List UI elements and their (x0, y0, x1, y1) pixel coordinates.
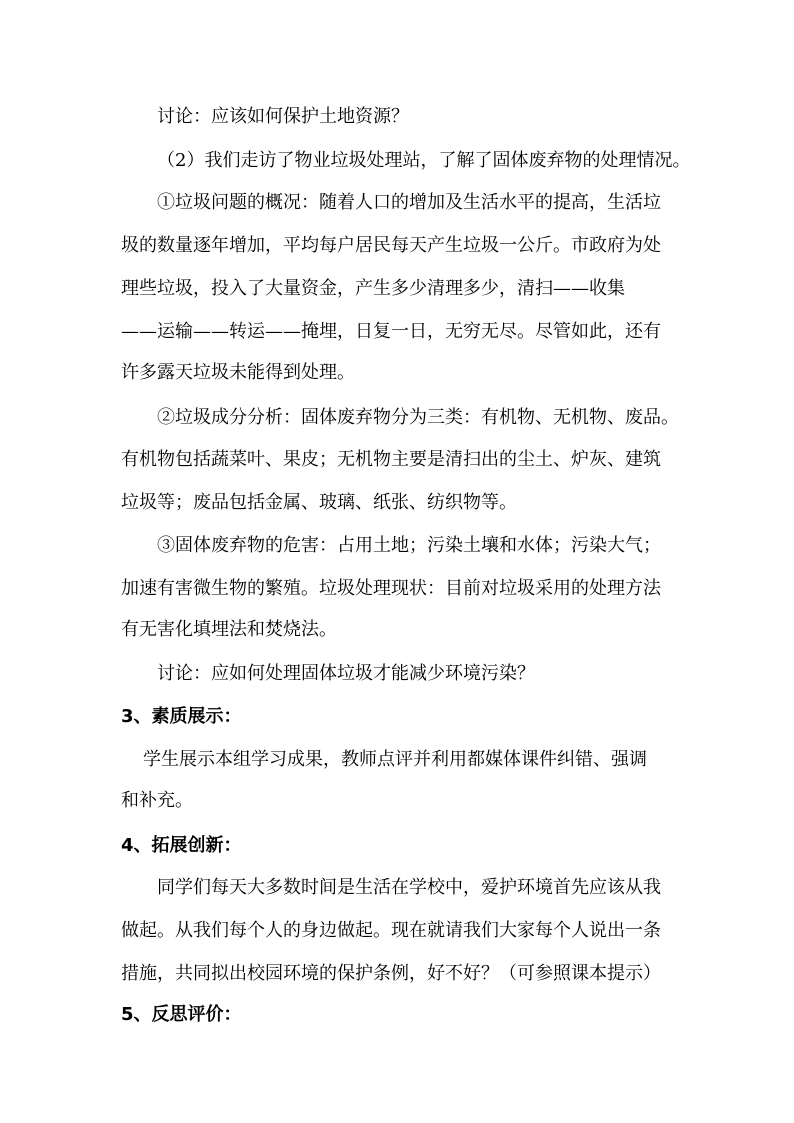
section-heading-reflection: 5、反思评价： (121, 1004, 242, 1025)
paragraph-visit-intro: （2）我们走访了物业垃圾处理站，了解了固体废弃物的处理情况。 (157, 150, 691, 171)
paragraph-garbage-overview-line-2: 圾的数量逐年增加，平均每户居民每天产生垃圾一公斤。市政府为处 (121, 235, 661, 256)
paragraph-garbage-composition-line-1: ②垃圾成分分析：固体废弃物分为三类：有机物、无机物、废品。 (157, 407, 679, 428)
section-heading-expansion: 4、拓展创新： (121, 835, 242, 856)
discussion-question-solid-waste: 讨论：应如何处理固体垃圾才能减少环境污染？ (157, 663, 535, 684)
paragraph-solid-waste-harm-line-3: 有无害化填埋法和焚烧法。 (121, 619, 337, 640)
paragraph-student-show-line-2: 和补充。 (121, 790, 193, 811)
paragraph-solid-waste-harm-line-1: ③固体废弃物的危害：占用土地；污染土壤和水体；污染大气； (157, 535, 661, 556)
discussion-question-land: 讨论：应该如何保护土地资源？ (157, 106, 409, 127)
paragraph-garbage-composition-line-3: 垃圾等；废品包括金属、玻璃、纸张、纺织物等。 (121, 492, 517, 513)
paragraph-student-show-line-1: 学生展示本组学习成果，教师点评并利用都媒体课件纠错、强调 (143, 749, 647, 770)
paragraph-garbage-overview-line-1: ①垃圾问题的概况：随着人口的增加及生活水平的提高，生活垃 (157, 192, 661, 213)
paragraph-expansion-line-3: 措施，共同拟出校园环境的保护条例，好不好？（可参照课本提示） (121, 963, 661, 984)
section-heading-quality-show: 3、素质展示： (121, 706, 242, 727)
paragraph-expansion-line-2: 做起。从我们每个人的身边做起。现在就请我们大家每个人说出一条 (121, 920, 661, 941)
paragraph-solid-waste-harm-line-2: 加速有害微生物的繁殖。垃圾处理现状：目前对垃圾采用的处理方法 (121, 578, 661, 599)
paragraph-expansion-line-1: 同学们每天大多数时间是生活在学校中，爱护环境首先应该从我 (157, 877, 661, 898)
paragraph-garbage-overview-line-4: ——运输——转运——掩埋，日复一日，无穷无尽。尽管如此，还有 (121, 321, 661, 342)
paragraph-garbage-composition-line-2: 有机物包括蔬菜叶、果皮；无机物主要是清扫出的尘土、炉灰、建筑 (121, 449, 661, 470)
paragraph-garbage-overview-line-5: 许多露天垃圾未能得到处理。 (121, 362, 355, 383)
paragraph-garbage-overview-line-3: 理些垃圾，投入了大量资金，产生多少清理多少，清扫——收集 (121, 278, 625, 299)
